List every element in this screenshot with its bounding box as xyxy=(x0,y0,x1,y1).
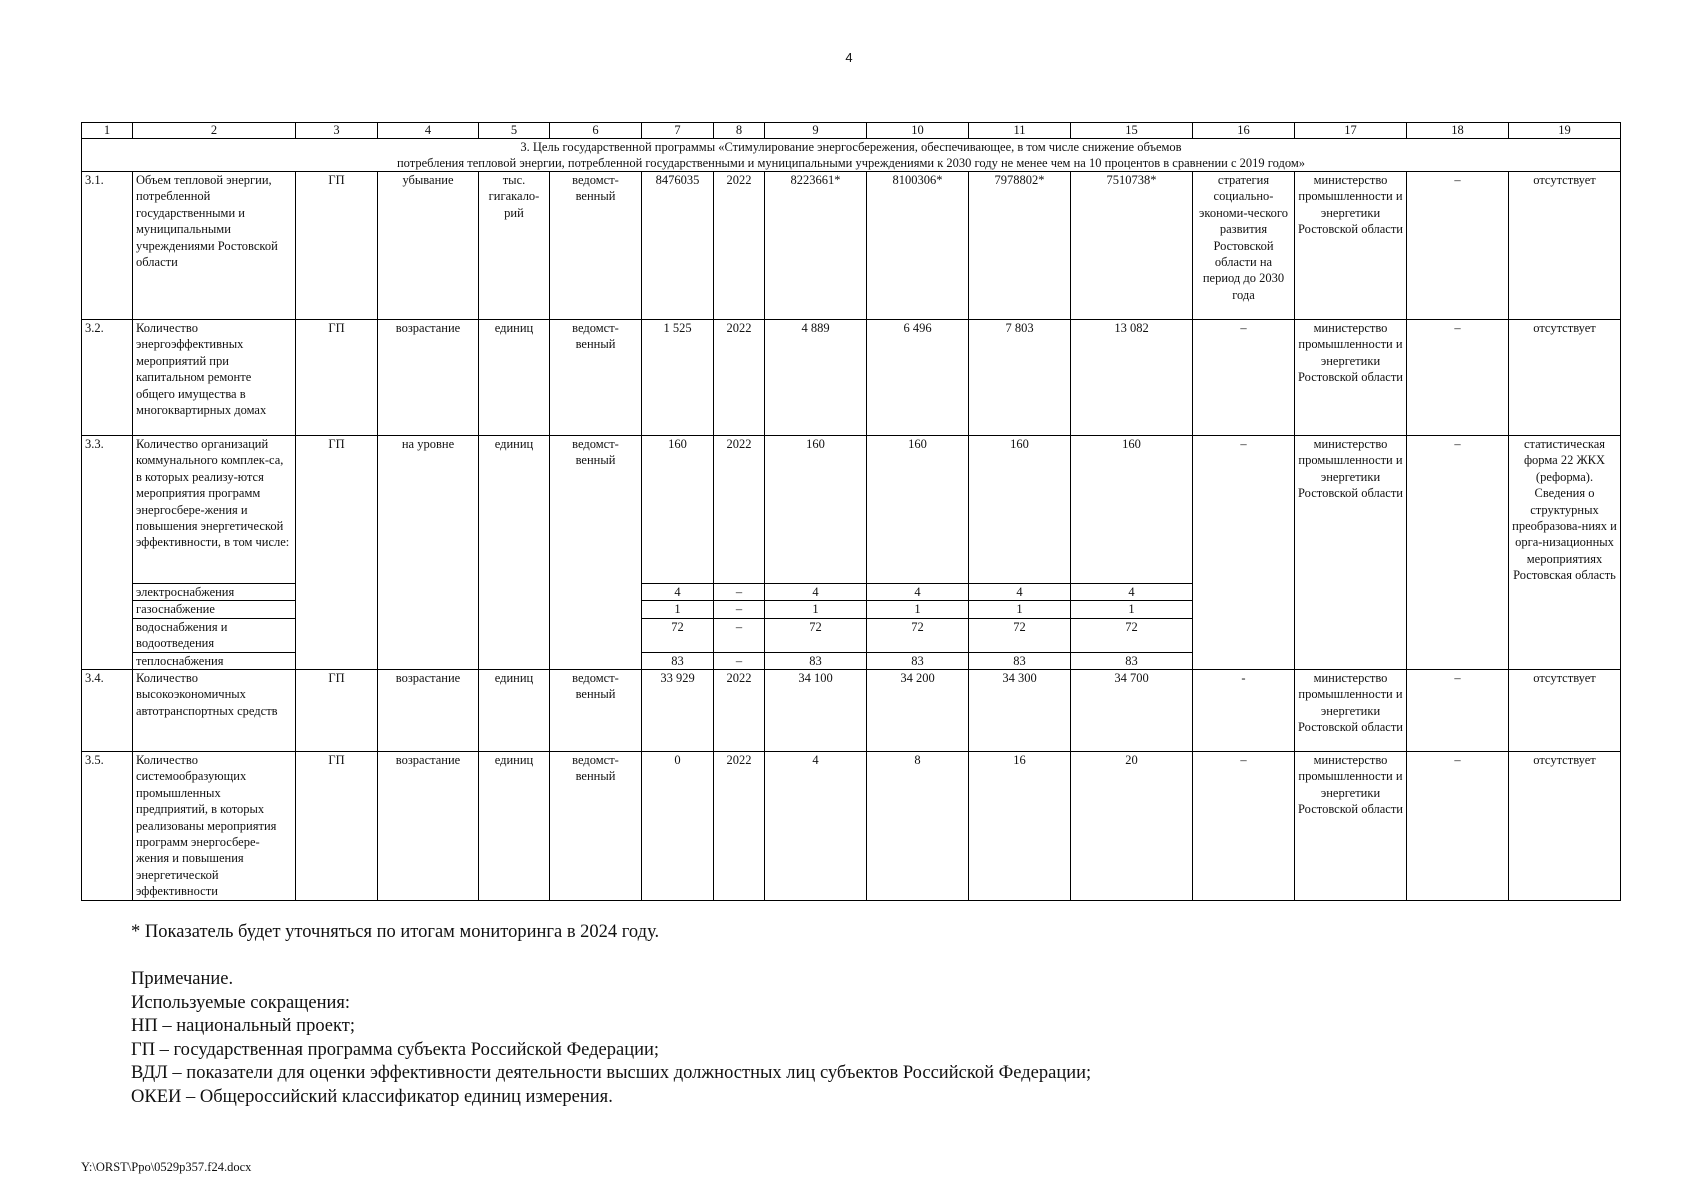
col-18: – xyxy=(1407,670,1509,752)
trend: убывание xyxy=(378,172,479,320)
base-year: 2022 xyxy=(714,436,765,584)
base-year: – xyxy=(714,618,765,652)
goal-line-2: потребления тепловой энергии, потребленной государственными и муниципальными учреждениями к 2030 году не менее чем на 10 процентов в сравнении с 2019 годом» xyxy=(396,156,1306,170)
header-cell: 17 xyxy=(1295,123,1407,139)
value-col-10: 8 xyxy=(867,752,969,901)
value-col-11: 72 xyxy=(969,618,1071,652)
info-system: отсутствует xyxy=(1509,172,1621,320)
indicator-type: ведомст-венный xyxy=(550,436,642,670)
value-col-9: 4 xyxy=(765,752,867,901)
base-value: 4 xyxy=(642,584,714,601)
info-system: статистическая форма 22 ЖКХ (реформа). Сведения о структурных преобразова-ниях и орга-низационных мероприятиях Ростовская область xyxy=(1509,436,1621,670)
table-row xyxy=(82,436,1621,584)
unit: тыс. гигакало-рий xyxy=(479,172,550,320)
value-col-9: 34 100 xyxy=(765,670,867,752)
table-row xyxy=(82,752,1621,901)
value-col-15: 1 xyxy=(1071,601,1193,618)
header-row xyxy=(82,123,1621,139)
value-col-11: 83 xyxy=(969,652,1071,669)
value-col-11: 16 xyxy=(969,752,1071,901)
base-year: – xyxy=(714,584,765,601)
note-line: Используемые сокращения: xyxy=(131,992,351,1013)
value-col-15: 160 xyxy=(1071,436,1193,584)
note-line: ГП – государственная программа субъекта Российской Федерации; xyxy=(131,1039,660,1060)
page-number: 4 xyxy=(845,50,853,65)
base-value: 83 xyxy=(642,652,714,669)
value-col-11: 34 300 xyxy=(969,670,1071,752)
header-cell: 1 xyxy=(82,123,133,139)
trend: на уровне xyxy=(378,436,479,670)
document: стратегия социально-экономи-ческого развития Ростовской области на период до 2030 года xyxy=(1193,172,1295,320)
base-value: 0 xyxy=(642,752,714,901)
note-line: ОКЕИ – Общероссийский классификатор единиц измерения. xyxy=(131,1086,613,1107)
sub-indicator-name: газоснабжение xyxy=(133,601,296,618)
note-line: ВДЛ – показатели для оценки эффективности деятельности высших должностных лиц субъектов Российской Федерации; xyxy=(131,1063,1092,1083)
header-cell: 9 xyxy=(765,123,867,139)
indicator-name: Количество высокоэкономичных автотранспортных средств xyxy=(133,670,296,752)
table-row xyxy=(82,320,1621,436)
indicator-type: ведомст-венный xyxy=(550,172,642,320)
base-year: – xyxy=(714,652,765,669)
trend: возрастание xyxy=(378,320,479,436)
level: ГП xyxy=(296,752,378,901)
document: – xyxy=(1193,320,1295,436)
value-col-15: 4 xyxy=(1071,584,1193,601)
header-cell: 3 xyxy=(296,123,378,139)
sub-indicator-name: электроснабжения xyxy=(133,584,296,601)
level: ГП xyxy=(296,320,378,436)
value-col-15: 72 xyxy=(1071,618,1193,652)
footnote: * Показатель будет уточняться по итогам мониторинга в 2024 году. xyxy=(131,922,660,942)
info-system: отсутствует xyxy=(1509,670,1621,752)
sub-indicator-name: водоснабжения и водоотведения xyxy=(133,618,296,652)
col-18: – xyxy=(1407,320,1509,436)
indicator-name: Количество энергоэффективных мероприятий при капитальном ремонте общего имущества в многоквартирных домах xyxy=(133,320,296,436)
base-value: 1 525 xyxy=(642,320,714,436)
document: – xyxy=(1193,436,1295,670)
header-cell: 19 xyxy=(1509,123,1621,139)
row-number: 3.2. xyxy=(82,320,133,436)
note-line: НП – национальный проект; xyxy=(131,1016,355,1036)
row-number: 3.3. xyxy=(82,436,133,670)
file-path: Y:\ORST\Ppo\0529p357.f24.docx xyxy=(81,1160,252,1174)
unit: единиц xyxy=(479,436,550,670)
value-col-11: 7978802* xyxy=(969,172,1071,320)
trend: возрастание xyxy=(378,670,479,752)
info-system: отсутствует xyxy=(1509,752,1621,901)
indicator-name: Количество системообразующих промышленных предприятий, в которых реализованы мероприятия программ энергосбере-жения и повышения энергетической эффективности xyxy=(133,752,296,901)
value-col-10: 4 xyxy=(867,584,969,601)
notes-block xyxy=(131,968,1091,1109)
responsible: министерство промышленности и энергетики Ростовской области xyxy=(1295,670,1407,752)
value-col-15: 83 xyxy=(1071,652,1193,669)
value-col-15: 34 700 xyxy=(1071,670,1193,752)
table-row xyxy=(82,172,1621,320)
value-col-9: 8223661* xyxy=(765,172,867,320)
indicator-type: ведомст-венный xyxy=(550,670,642,752)
base-year: 2022 xyxy=(714,172,765,320)
value-col-9: 160 xyxy=(765,436,867,584)
header-cell: 16 xyxy=(1193,123,1295,139)
value-col-11: 7 803 xyxy=(969,320,1071,436)
unit: единиц xyxy=(479,670,550,752)
level: ГП xyxy=(296,670,378,752)
value-col-10: 34 200 xyxy=(867,670,969,752)
col-18: – xyxy=(1407,172,1509,320)
trend: возрастание xyxy=(378,752,479,901)
value-col-10: 160 xyxy=(867,436,969,584)
value-col-10: 72 xyxy=(867,618,969,652)
document: – xyxy=(1193,752,1295,901)
col-18: – xyxy=(1407,436,1509,670)
header-cell: 15 xyxy=(1071,123,1193,139)
goal-row xyxy=(82,139,1621,172)
header-cell: 2 xyxy=(133,123,296,139)
goal-cell xyxy=(82,139,1621,172)
note-heading: Примечание. xyxy=(131,969,234,989)
value-col-9: 4 xyxy=(765,584,867,601)
value-col-9: 83 xyxy=(765,652,867,669)
info-system: отсутствует xyxy=(1509,320,1621,436)
responsible: министерство промышленности и энергетики Ростовской области xyxy=(1295,752,1407,901)
value-col-9: 1 xyxy=(765,601,867,618)
indicator-name: Количество организаций коммунального комплек-са, в которых реализу-ются мероприятия программ энергосбере-жения и повышения энергетической эффективности, в том числе: xyxy=(133,436,296,584)
indicator-type: ведомст-венный xyxy=(550,320,642,436)
sub-indicator-name: теплоснабжения xyxy=(133,652,296,669)
base-year: 2022 xyxy=(714,752,765,901)
unit: единиц xyxy=(479,320,550,436)
responsible: министерство промышленности и энергетики Ростовской области xyxy=(1295,436,1407,670)
base-value: 72 xyxy=(642,618,714,652)
indicator-type: ведомст-венный xyxy=(550,752,642,901)
responsible: министерство промышленности и энергетики Ростовской области xyxy=(1295,172,1407,320)
responsible: министерство промышленности и энергетики Ростовской области xyxy=(1295,320,1407,436)
col-18: – xyxy=(1407,752,1509,901)
value-col-10: 1 xyxy=(867,601,969,618)
value-col-10: 8100306* xyxy=(867,172,969,320)
goal-line-1: 3. Цель государственной программы «Стимулирование энергосбережения, обеспечивающее, в том числе снижение объемов xyxy=(520,140,1182,154)
indicator-name: Объем тепловой энергии, потребленной государственными и муниципальными учреждениями Ростовской области xyxy=(133,172,296,320)
value-col-11: 160 xyxy=(969,436,1071,584)
header-cell: 6 xyxy=(550,123,642,139)
row-number: 3.5. xyxy=(82,752,133,901)
value-col-9: 4 889 xyxy=(765,320,867,436)
header-cell: 18 xyxy=(1407,123,1509,139)
base-value: 160 xyxy=(642,436,714,584)
level: ГП xyxy=(296,172,378,320)
header-cell: 10 xyxy=(867,123,969,139)
base-year: 2022 xyxy=(714,320,765,436)
header-cell: 8 xyxy=(714,123,765,139)
header-cell: 5 xyxy=(479,123,550,139)
value-col-10: 6 496 xyxy=(867,320,969,436)
row-number: 3.4. xyxy=(82,670,133,752)
value-col-15: 20 xyxy=(1071,752,1193,901)
header-cell: 7 xyxy=(642,123,714,139)
level: ГП xyxy=(296,436,378,670)
unit: единиц xyxy=(479,752,550,901)
base-value: 1 xyxy=(642,601,714,618)
base-year: 2022 xyxy=(714,670,765,752)
base-year: – xyxy=(714,601,765,618)
value-col-11: 4 xyxy=(969,584,1071,601)
value-col-11: 1 xyxy=(969,601,1071,618)
base-value: 33 929 xyxy=(642,670,714,752)
table-row xyxy=(82,670,1621,752)
value-col-15: 7510738* xyxy=(1071,172,1193,320)
indicators-table xyxy=(81,122,1621,901)
base-value: 8476035 xyxy=(642,172,714,320)
header-cell: 4 xyxy=(378,123,479,139)
value-col-15: 13 082 xyxy=(1071,320,1193,436)
row-number: 3.1. xyxy=(82,172,133,320)
value-col-9: 72 xyxy=(765,618,867,652)
header-cell: 11 xyxy=(969,123,1071,139)
value-col-10: 83 xyxy=(867,652,969,669)
document: - xyxy=(1193,670,1295,752)
